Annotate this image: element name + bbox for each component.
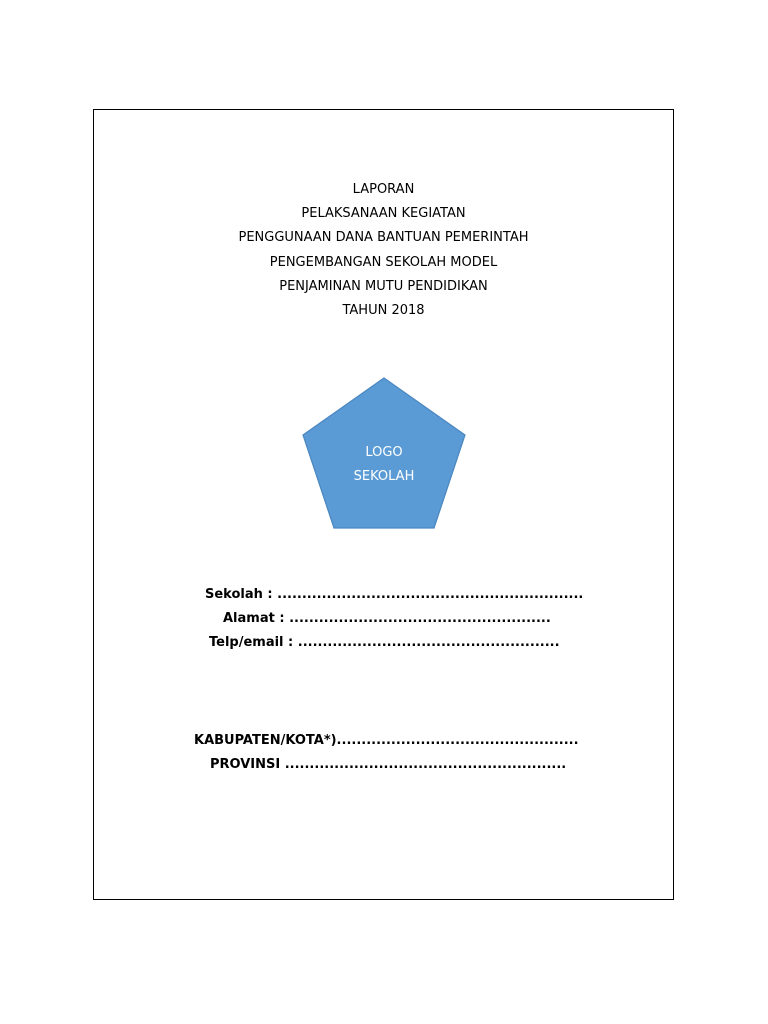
title-line-penjaminan: PENJAMINAN MUTU PENDIDIKAN [279, 278, 488, 294]
field-kabupaten-kota: KABUPATEN/KOTA*)................................................. [194, 733, 579, 748]
field-sekolah: Sekolah : .............................................................. [205, 587, 584, 602]
title-line-pengembangan: PENGEMBANGAN SEKOLAH MODEL [269, 254, 498, 270]
title-line-tahun: TAHUN 2018 [342, 303, 425, 319]
field-telp-email: Telp/email : ..................................................... [209, 635, 560, 650]
title-line-laporan: LAPORAN [352, 182, 415, 197]
logo-text-logo: LOGO [365, 445, 403, 460]
cover-title [93, 178, 674, 323]
title-line-pelaksanaan: PELAKSANAAN KEGIATAN [301, 206, 466, 222]
logo-text-sekolah: SEKOLAH [353, 469, 415, 484]
field-alamat: Alamat : ..................................................... [223, 611, 551, 626]
title-line-penggunaan: PENGGUNAAN DANA BANTUAN PEMERINTAH [238, 230, 529, 246]
field-provinsi: PROVINSI ......................................................... [210, 757, 567, 772]
school-logo-placeholder [301, 377, 467, 530]
